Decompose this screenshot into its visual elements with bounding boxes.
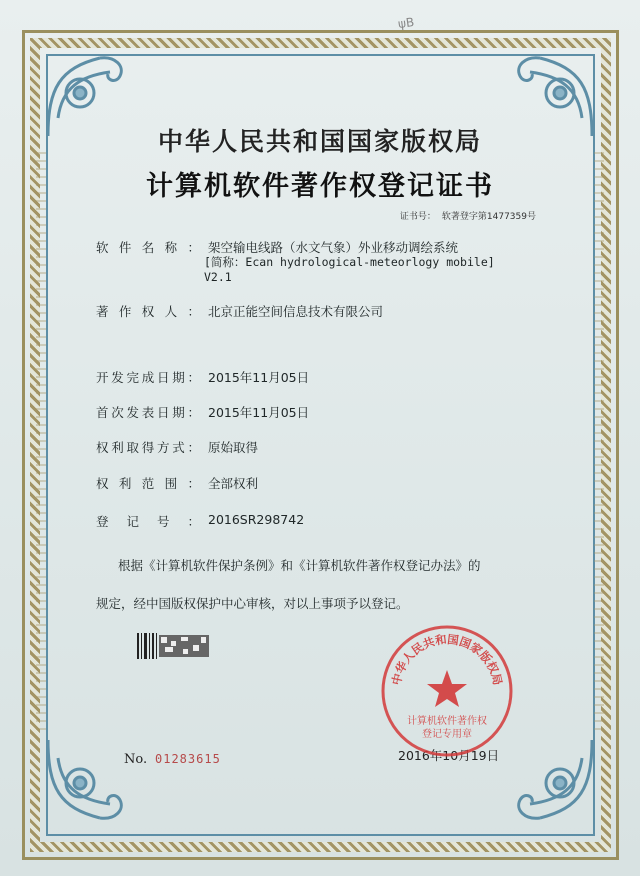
serial-no-value: 01283615 [155,752,221,766]
rights-scope-label: 权利范围： [96,476,200,491]
seal-bottom-line-2: 登记专用章 [422,729,472,740]
margin-note: ψB [397,14,416,32]
pub-date-row [96,403,309,421]
acquire-method-label: 权利取得方式： [96,440,200,455]
owner-value: 北京正能空间信息技术有限公司 [208,304,384,319]
certificate-title: 计算机软件著作权登记证书 [146,171,494,202]
dev-date-row [96,368,309,386]
rights-scope-row [96,474,258,492]
pub-date-value: 2015年11月05日 [208,405,310,420]
pub-date-label: 首次发表日期： [96,405,200,420]
dev-date-value: 2015年11月05日 [208,370,310,385]
registration-number-value: 2016SR298742 [208,512,305,527]
issuing-authority: 中华人民共和国国家版权局 [157,127,482,156]
acquire-method-row [96,438,258,456]
barcode [137,633,212,659]
software-short-name: [简称：Ecan hydrological-meteorlogy mobile] [204,255,495,269]
cert-no-value: 软著登字第1477359号 [441,212,536,222]
corner-ornament-bottom-right [505,733,600,828]
seal-bottom-line-1: 计算机软件著作权 [407,716,487,727]
certificate-number [400,209,542,222]
software-name-label: 软件名称： [96,240,200,255]
rights-scope-value: 全部权利 [208,476,259,491]
left-border-pattern [36,150,46,730]
statement-line-2: 规定，经中国版权保护中心审核，对以上事项予以登记。 [96,596,409,611]
seal-top-text: 中华人民共和国国家版权局 [389,632,505,687]
software-version: V2.1 [204,270,232,284]
official-seal [378,622,516,760]
acquire-method-value: 原始取得 [208,440,259,455]
registration-number-row [96,512,304,530]
serial-no-label: No. [124,752,148,767]
corner-ornament-bottom-left [40,733,135,828]
software-name-value: 架空输电线路（水文气象）外业移动调绘系统 [208,240,459,255]
right-border-pattern [594,150,604,730]
owner-row [96,302,383,320]
owner-label: 著作权人： [96,304,200,319]
statement-line-1: 根据《计算机软件保护条例》和《计算机软件著作权登记办法》的 [118,558,481,573]
issue-date: 2016年10月19日 [398,748,500,763]
registration-number-label: 登记号： [96,514,200,529]
cert-no-label: 证书号： [399,212,436,222]
dev-date-label: 开发完成日期： [96,370,200,385]
